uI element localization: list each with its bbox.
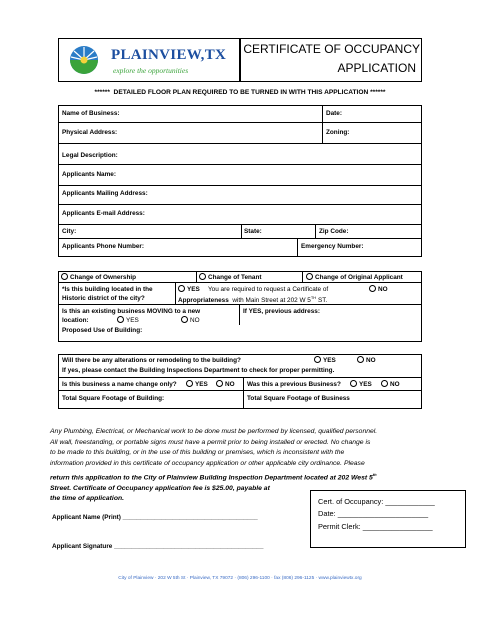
previous-business-question: Was this a previous Business?	[247, 381, 341, 388]
change-tenant-option[interactable]: Change of Tenant	[199, 273, 262, 281]
historic-yes-radio[interactable]	[178, 285, 185, 292]
disclaimer-text: Any Plumbing, Electrical, or Mechanical work to be done must be performed by licensed, qualified personnel. All wall, freestanding, or portable signs must have a permit prior to being installed or erected. No change is to be made to this building, or in the use of this building or premises, which is inconsistent with the information provided in this certificate of occupancy application or other applicable city ordinance. Please return this application to the City of Plainview Building Inspection Department located at 202 West 5th Street. Certificate of Occupancy application fee is $25.00, payable at the time of application.	[50, 428, 378, 503]
moving-no-radio[interactable]	[181, 316, 188, 323]
logo-name: PLAINVIEW,TX	[111, 47, 227, 63]
historic-no-radio[interactable]	[369, 285, 376, 292]
change-original-radio[interactable]	[306, 273, 313, 280]
historic-no-option[interactable]: NO	[369, 285, 388, 293]
date-label: Date:	[326, 110, 342, 117]
change-ownership-radio[interactable]	[61, 273, 68, 280]
zoning-label: Zoning:	[326, 129, 350, 136]
physical-address-label: Physical Address:	[62, 129, 118, 136]
historic-yes-option[interactable]: YES	[178, 285, 200, 293]
name-change-yes-radio[interactable]	[186, 380, 193, 387]
alterations-question: Will there be any alterations or remodeling to the building?	[62, 357, 241, 364]
name-change-yes-option[interactable]: YES	[186, 380, 208, 388]
change-tenant-radio[interactable]	[199, 273, 206, 280]
mailing-address-label: Applicants Mailing Address:	[62, 190, 148, 197]
name-change-question: Is this business a name change only?	[62, 381, 177, 388]
email-address-label: Applicants E-mail Address:	[62, 210, 145, 217]
page-title-line2: APPLICATION	[337, 61, 416, 75]
total-sq-building-label: Total Square Footage of Building:	[62, 395, 165, 402]
name-change-no-radio[interactable]	[216, 380, 223, 387]
logo-box	[58, 38, 240, 82]
alterations-no-radio[interactable]	[357, 356, 364, 363]
moving-question-line2: location:	[62, 317, 89, 324]
name-of-business-label: Name of Business:	[62, 110, 120, 117]
cert-of-occupancy-field[interactable]: Cert. of Occupancy: ____________	[318, 497, 435, 506]
change-ownership-option[interactable]: Change of Ownership	[61, 273, 136, 281]
applicants-name-label: Applicants Name:	[62, 171, 116, 178]
alterations-note: If yes, please contact the Building Inspections Department to check for proper permitting.	[62, 367, 335, 374]
permit-clerk-field[interactable]: Permit Clerk: _________________	[318, 522, 433, 531]
applicant-info-section	[58, 105, 422, 257]
footer-contact: City of Plainview · 202 W 5th St · Plainview, TX 79072 · (806) 296-1100 · fax (806) 296-1125 · www.plainviewtx.org	[118, 576, 362, 581]
city-label: City:	[62, 228, 77, 235]
moving-yes-option[interactable]: YES	[117, 316, 139, 324]
previous-address-label: If YES, previous address:	[243, 308, 320, 315]
floor-plan-notice: ****** DETAILED FLOOR PLAN REQUIRED TO BE TURNED IN WITH THIS APPLICATION ******	[94, 89, 386, 96]
proposed-use-label: Proposed Use of Building:	[62, 327, 143, 334]
plainview-logo-icon	[64, 43, 104, 77]
state-label: State:	[244, 228, 262, 235]
page-title-line1: CERTIFICATE OF OCCUPANCY	[243, 42, 420, 56]
phone-number-label: Applicants Phone Number:	[62, 243, 145, 250]
change-original-option[interactable]: Change of Original Applicant	[306, 273, 403, 281]
name-change-no-option[interactable]: NO	[216, 380, 235, 388]
alterations-yes-option[interactable]: YES	[314, 356, 336, 364]
moving-question-line1: Is this an existing business MOVING to a new	[62, 308, 201, 315]
moving-yes-radio[interactable]	[117, 316, 124, 323]
total-sq-business-label: Total Square Footage of Business	[247, 395, 350, 402]
previous-business-yes-radio[interactable]	[350, 380, 357, 387]
logo-tagline: explore the opportunities	[113, 66, 189, 75]
historic-note-line2: Appropriateness with Main Street at 202 W 5TH ST.	[178, 295, 328, 305]
applicant-name-print-line[interactable]: Applicant Name (Print) ______________________________________	[52, 514, 258, 521]
emergency-number-label: Emergency Number:	[301, 243, 364, 250]
alterations-no-option[interactable]: NO	[357, 356, 376, 364]
legal-description-label: Legal Description:	[62, 152, 118, 159]
historic-question-line2: Historic district of the city?	[62, 295, 145, 302]
previous-business-yes-option[interactable]: YES	[350, 380, 372, 388]
historic-note-line1: You are required to request a Certificate of	[208, 286, 329, 293]
previous-business-no-option[interactable]: NO	[381, 380, 400, 388]
office-date-field[interactable]: Date: ______________________	[318, 509, 429, 518]
historic-question-line1: *Is this building located in the	[62, 286, 153, 293]
previous-business-no-radio[interactable]	[381, 380, 388, 387]
alterations-yes-radio[interactable]	[314, 356, 321, 363]
moving-no-option[interactable]: NO	[181, 316, 200, 324]
zip-code-label: Zip Code:	[319, 228, 349, 235]
applicant-signature-line[interactable]: Applicant Signature __________________________________________	[52, 543, 264, 550]
